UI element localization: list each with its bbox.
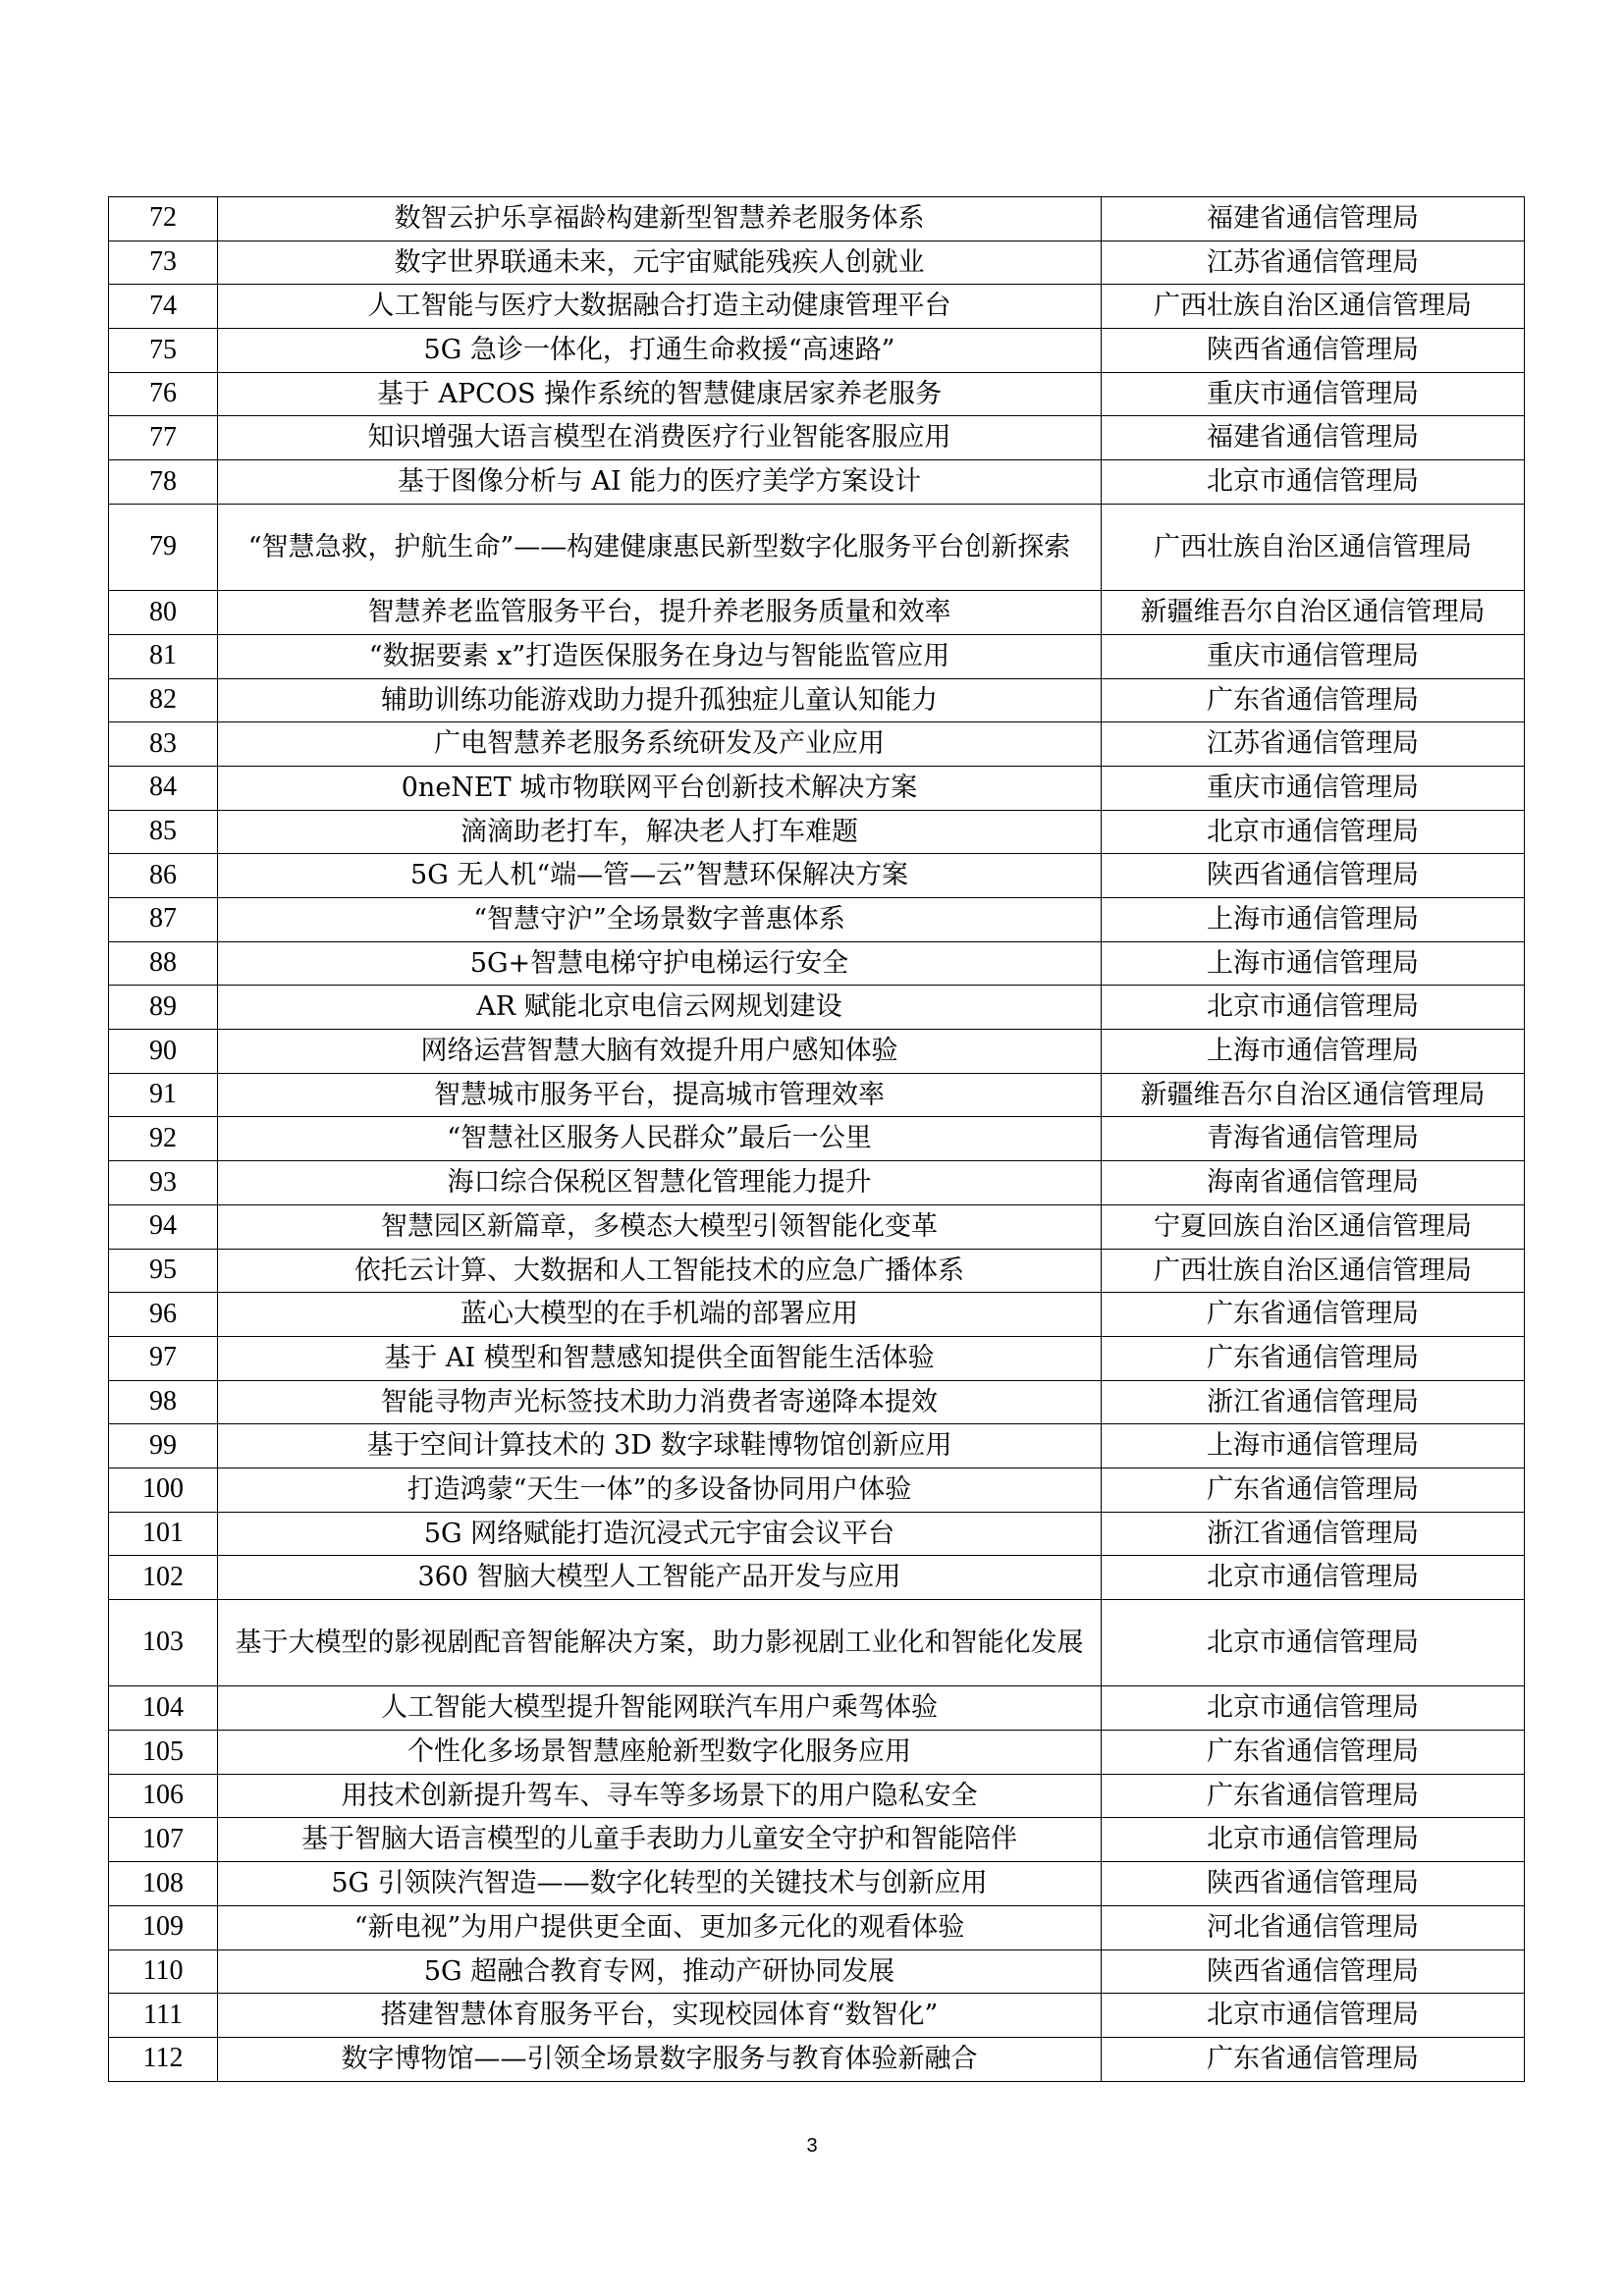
recommending-org-cell: 上海市通信管理局: [1102, 941, 1525, 986]
recommending-org-cell: 陕西省通信管理局: [1102, 1949, 1525, 1994]
table-row: [109, 1994, 1525, 2038]
row-number-cell: 95: [109, 1249, 218, 1293]
recommending-org-cell: 北京市通信管理局: [1102, 1818, 1525, 1862]
project-title-cell: 人工智能与医疗大数据融合打造主动健康管理平台: [218, 285, 1102, 329]
row-number-cell: 112: [109, 2037, 218, 2081]
recommending-org-cell: 浙江省通信管理局: [1102, 1512, 1525, 1556]
recommending-org-cell: 福建省通信管理局: [1102, 197, 1525, 241]
row-number-cell: 106: [109, 1774, 218, 1818]
project-title-cell: 智慧城市服务平台，提高城市管理效率: [218, 1073, 1102, 1117]
project-title-cell: 广电智慧养老服务系统研发及产业应用: [218, 722, 1102, 767]
table-row: [109, 1380, 1525, 1424]
row-number-cell: 107: [109, 1818, 218, 1862]
table-row: [109, 1161, 1525, 1205]
table-row: [109, 1600, 1525, 1686]
recommending-org-cell: 北京市通信管理局: [1102, 810, 1525, 854]
recommending-org-cell: 江苏省通信管理局: [1102, 722, 1525, 767]
project-title-cell: 5G 引领陕汽智造——数字化转型的关键技术与创新应用: [218, 1862, 1102, 1906]
row-number-cell: 74: [109, 285, 218, 329]
row-number-cell: 91: [109, 1073, 218, 1117]
project-title-cell: 5G 超融合教育专网，推动产研协同发展: [218, 1949, 1102, 1994]
row-number-cell: 75: [109, 329, 218, 373]
table-row: [109, 591, 1525, 635]
table-row: [109, 1686, 1525, 1731]
row-number-cell: 111: [109, 1994, 218, 2038]
recommending-org-cell: 广东省通信管理局: [1102, 2037, 1525, 2081]
row-number-cell: 93: [109, 1161, 218, 1205]
project-title-cell: 数智云护乐享福龄构建新型智慧养老服务体系: [218, 197, 1102, 241]
project-title-cell: 0neNET 城市物联网平台创新技术解决方案: [218, 766, 1102, 810]
project-title-cell: 智慧养老监管服务平台，提升养老服务质量和效率: [218, 591, 1102, 635]
project-title-cell: 打造鸿蒙“天生一体”的多设备协同用户体验: [218, 1468, 1102, 1512]
recommending-org-cell: 陕西省通信管理局: [1102, 329, 1525, 373]
table-row: [109, 1862, 1525, 1906]
table-row: [109, 1905, 1525, 1949]
table-row: [109, 197, 1525, 241]
projects-table-body: [109, 197, 1525, 2082]
row-number-cell: 101: [109, 1512, 218, 1556]
recommending-org-cell: 新疆维吾尔自治区通信管理局: [1102, 1073, 1525, 1117]
recommending-org-cell: 陕西省通信管理局: [1102, 1862, 1525, 1906]
row-number-cell: 73: [109, 240, 218, 285]
row-number-cell: 76: [109, 372, 218, 416]
page-number: 3: [806, 2135, 818, 2157]
project-title-cell: 网络运营智慧大脑有效提升用户感知体验: [218, 1030, 1102, 1074]
table-row: [109, 285, 1525, 329]
recommending-org-cell: 广东省通信管理局: [1102, 1731, 1525, 1775]
recommending-org-cell: 福建省通信管理局: [1102, 416, 1525, 460]
row-number-cell: 109: [109, 1905, 218, 1949]
row-number-cell: 100: [109, 1468, 218, 1512]
recommending-org-cell: 广东省通信管理局: [1102, 1774, 1525, 1818]
row-number-cell: 108: [109, 1862, 218, 1906]
project-title-cell: 智慧园区新篇章，多模态大模型引领智能化变革: [218, 1204, 1102, 1249]
table-row: [109, 416, 1525, 460]
project-title-cell: 基于智脑大语言模型的儿童手表助力儿童安全守护和智能陪伴: [218, 1818, 1102, 1862]
recommending-org-cell: 广西壮族自治区通信管理局: [1102, 285, 1525, 329]
row-number-cell: 77: [109, 416, 218, 460]
row-number-cell: 89: [109, 986, 218, 1030]
row-number-cell: 83: [109, 722, 218, 767]
table-row: [109, 722, 1525, 767]
row-number-cell: 86: [109, 854, 218, 898]
row-number-cell: 87: [109, 898, 218, 942]
row-number-cell: 104: [109, 1686, 218, 1731]
recommending-org-cell: 北京市通信管理局: [1102, 460, 1525, 505]
project-title-cell: 数字博物馆——引领全场景数字服务与教育体验新融合: [218, 2037, 1102, 2081]
recommending-org-cell: 上海市通信管理局: [1102, 898, 1525, 942]
project-title-cell: “新电视”为用户提供更全面、更加多元化的观看体验: [218, 1905, 1102, 1949]
table-row: [109, 1249, 1525, 1293]
row-number-cell: 96: [109, 1293, 218, 1337]
recommending-org-cell: 广东省通信管理局: [1102, 1293, 1525, 1337]
recommending-org-cell: 北京市通信管理局: [1102, 1556, 1525, 1600]
recommending-org-cell: 宁夏回族自治区通信管理局: [1102, 1204, 1525, 1249]
table-row: [109, 678, 1525, 722]
recommending-org-cell: 陕西省通信管理局: [1102, 854, 1525, 898]
table-row: [109, 1556, 1525, 1600]
row-number-cell: 78: [109, 460, 218, 505]
row-number-cell: 97: [109, 1336, 218, 1380]
table-row: [109, 329, 1525, 373]
project-title-cell: 基于大模型的影视剧配音智能解决方案，助力影视剧工业化和智能化发展: [218, 1600, 1102, 1686]
recommending-org-cell: 海南省通信管理局: [1102, 1161, 1525, 1205]
table-row: [109, 1424, 1525, 1468]
project-title-cell: 依托云计算、大数据和人工智能技术的应急广播体系: [218, 1249, 1102, 1293]
table-row: [109, 1731, 1525, 1775]
recommending-org-cell: 广东省通信管理局: [1102, 1336, 1525, 1380]
project-title-cell: 辅助训练功能游戏助力提升孤独症儿童认知能力: [218, 678, 1102, 722]
project-title-cell: 蓝心大模型的在手机端的部署应用: [218, 1293, 1102, 1337]
project-title-cell: 基于图像分析与 AI 能力的医疗美学方案设计: [218, 460, 1102, 505]
recommending-org-cell: 上海市通信管理局: [1102, 1424, 1525, 1468]
project-title-cell: 数字世界联通未来，元宇宙赋能残疾人创就业: [218, 240, 1102, 285]
table-row: [109, 372, 1525, 416]
table-row: [109, 1204, 1525, 1249]
table-row: [109, 634, 1525, 678]
recommending-org-cell: 上海市通信管理局: [1102, 1030, 1525, 1074]
project-title-cell: “智慧急救，护航生命”——构建健康惠民新型数字化服务平台创新探索: [218, 504, 1102, 590]
table-row: [109, 2037, 1525, 2081]
row-number-cell: 79: [109, 504, 218, 590]
row-number-cell: 92: [109, 1117, 218, 1161]
table-row: [109, 1818, 1525, 1862]
table-row: [109, 1468, 1525, 1512]
recommending-org-cell: 青海省通信管理局: [1102, 1117, 1525, 1161]
project-title-cell: 个性化多场景智慧座舱新型数字化服务应用: [218, 1731, 1102, 1775]
row-number-cell: 98: [109, 1380, 218, 1424]
recommending-org-cell: 河北省通信管理局: [1102, 1905, 1525, 1949]
project-title-cell: “智慧守沪”全场景数字普惠体系: [218, 898, 1102, 942]
table-row: [109, 1030, 1525, 1074]
row-number-cell: 81: [109, 634, 218, 678]
recommending-org-cell: 浙江省通信管理局: [1102, 1380, 1525, 1424]
row-number-cell: 82: [109, 678, 218, 722]
project-title-cell: 搭建智慧体育服务平台，实现校园体育“数智化”: [218, 1994, 1102, 2038]
table-row: [109, 1512, 1525, 1556]
recommending-org-cell: 江苏省通信管理局: [1102, 240, 1525, 285]
project-title-cell: 360 智脑大模型人工智能产品开发与应用: [218, 1556, 1102, 1600]
project-title-cell: 人工智能大模型提升智能网联汽车用户乘驾体验: [218, 1686, 1102, 1731]
table-row: [109, 854, 1525, 898]
recommending-org-cell: 广东省通信管理局: [1102, 1468, 1525, 1512]
row-number-cell: 102: [109, 1556, 218, 1600]
table-row: [109, 1949, 1525, 1994]
row-number-cell: 105: [109, 1731, 218, 1775]
table-row: [109, 898, 1525, 942]
table-row: [109, 766, 1525, 810]
table-row: [109, 941, 1525, 986]
table-row: [109, 504, 1525, 590]
project-title-cell: 滴滴助老打车，解决老人打车难题: [218, 810, 1102, 854]
projects-table: [108, 196, 1525, 2082]
recommending-org-cell: 北京市通信管理局: [1102, 1686, 1525, 1731]
table-row: [109, 1073, 1525, 1117]
recommending-org-cell: 北京市通信管理局: [1102, 986, 1525, 1030]
table-row: [109, 1336, 1525, 1380]
project-title-cell: 5G 无人机“端—管—云”智慧环保解决方案: [218, 854, 1102, 898]
recommending-org-cell: 新疆维吾尔自治区通信管理局: [1102, 591, 1525, 635]
row-number-cell: 103: [109, 1600, 218, 1686]
recommending-org-cell: 北京市通信管理局: [1102, 1600, 1525, 1686]
table-row: [109, 1774, 1525, 1818]
row-number-cell: 99: [109, 1424, 218, 1468]
table-row: [109, 1293, 1525, 1337]
row-number-cell: 110: [109, 1949, 218, 1994]
project-title-cell: 基于 APCOS 操作系统的智慧健康居家养老服务: [218, 372, 1102, 416]
table-row: [109, 460, 1525, 505]
recommending-org-cell: 重庆市通信管理局: [1102, 634, 1525, 678]
project-title-cell: 海口综合保税区智慧化管理能力提升: [218, 1161, 1102, 1205]
row-number-cell: 88: [109, 941, 218, 986]
project-title-cell: “智慧社区服务人民群众”最后一公里: [218, 1117, 1102, 1161]
table-row: [109, 986, 1525, 1030]
table-row: [109, 240, 1525, 285]
row-number-cell: 94: [109, 1204, 218, 1249]
project-title-cell: 5G 急诊一体化，打通生命救援“高速路”: [218, 329, 1102, 373]
project-title-cell: 知识增强大语言模型在消费医疗行业智能客服应用: [218, 416, 1102, 460]
row-number-cell: 90: [109, 1030, 218, 1074]
recommending-org-cell: 广东省通信管理局: [1102, 678, 1525, 722]
row-number-cell: 85: [109, 810, 218, 854]
table-row: [109, 810, 1525, 854]
recommending-org-cell: 广西壮族自治区通信管理局: [1102, 504, 1525, 590]
project-title-cell: 基于空间计算技术的 3D 数字球鞋博物馆创新应用: [218, 1424, 1102, 1468]
recommending-org-cell: 重庆市通信管理局: [1102, 766, 1525, 810]
recommending-org-cell: 重庆市通信管理局: [1102, 372, 1525, 416]
row-number-cell: 80: [109, 591, 218, 635]
project-title-cell: 用技术创新提升驾车、寻车等多场景下的用户隐私安全: [218, 1774, 1102, 1818]
project-title-cell: AR 赋能北京电信云网规划建设: [218, 986, 1102, 1030]
project-title-cell: 5G+智慧电梯守护电梯运行安全: [218, 941, 1102, 986]
recommending-org-cell: 北京市通信管理局: [1102, 1994, 1525, 2038]
project-title-cell: 智能寻物声光标签技术助力消费者寄递降本提效: [218, 1380, 1102, 1424]
table-row: [109, 1117, 1525, 1161]
project-title-cell: “数据要素 x”打造医保服务在身边与智能监管应用: [218, 634, 1102, 678]
row-number-cell: 84: [109, 766, 218, 810]
project-title-cell: 基于 AI 模型和智慧感知提供全面智能生活体验: [218, 1336, 1102, 1380]
recommending-org-cell: 广西壮族自治区通信管理局: [1102, 1249, 1525, 1293]
project-title-cell: 5G 网络赋能打造沉浸式元宇宙会议平台: [218, 1512, 1102, 1556]
row-number-cell: 72: [109, 197, 218, 241]
